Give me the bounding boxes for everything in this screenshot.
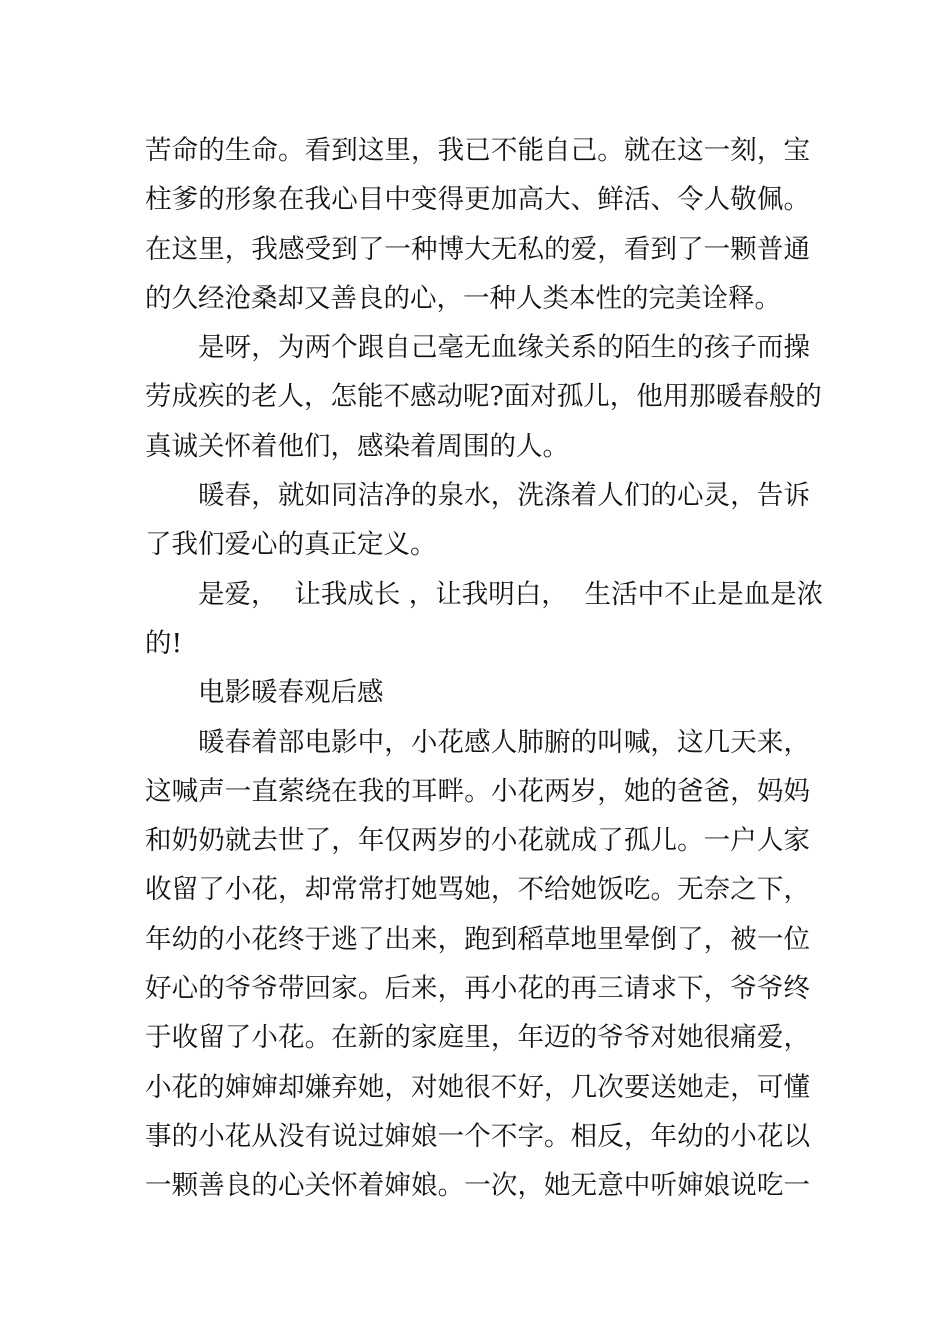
text-line: 劳成疾的老人，怎能不感动呢?面对孤儿，他用那暖春般的 [145, 381, 822, 413]
text-line: 收留了小花，却常常打她骂她，不给她饭吃。无奈之下， [145, 874, 810, 906]
text-line: 在这里，我感受到了一种博大无私的爱，看到了一颗普通 [145, 233, 810, 265]
body-text [145, 126, 824, 1211]
paragraph-first-line: 暖春着部电影中，小花感人肺腑的叫喊，这几天来， [198, 726, 810, 758]
paragraph-first-line: 是爱， 让我成长 ，让我明白， 生活中不止是血是浓 [198, 578, 824, 610]
paragraph-first-line: 暖春，就如同洁净的泉水，洗涤着人们的心灵，告诉 [198, 480, 810, 512]
text-line: 和奶奶就去世了，年仅两岁的小花就成了孤儿。一户人家 [145, 825, 810, 857]
text-line: 真诚关怀着他们，感染着周围的人。 [145, 430, 569, 462]
text-line: 柱爹的形象在我心目中变得更加高大、鲜活、令人敬佩。 [145, 184, 810, 216]
text-line: 苦命的生命。看到这里，我已不能自己。就在这一刻，宝 [145, 135, 810, 166]
paragraph-first-line: 是呀，为两个跟自己毫无血缘关系的陌生的孩子而操 [198, 332, 810, 364]
text-line: 于收留了小花。在新的家庭里，年迈的爷爷对她很痛爱， [145, 1022, 810, 1054]
text-line: 事的小花从没有说过婶娘一个不字。相反，年幼的小花以 [145, 1120, 810, 1152]
text-line: 的! [145, 627, 183, 659]
text-line: 好心的爷爷带回家。后来，再小花的再三请求下，爷爷终 [145, 973, 810, 1005]
section-title: 电影暖春观后感 [198, 677, 384, 709]
text-line: 年幼的小花终于逃了出来，跑到稻草地里晕倒了，被一位 [145, 923, 810, 955]
text-line: 的久经沧桑却又善良的心，一种人类本性的完美诠释。 [145, 282, 781, 314]
text-line: 一颗善良的心关怀着婶娘。一次，她无意中听婶娘说吃一 [145, 1170, 810, 1202]
text-line: 小花的婶婶却嫌弃她，对她很不好，几次要送她走，可懂 [145, 1071, 810, 1103]
text-line: 这喊声一直萦绕在我的耳畔。小花两岁，她的爸爸，妈妈 [145, 775, 810, 807]
text-line: 了我们爱心的真正定义。 [145, 529, 437, 561]
